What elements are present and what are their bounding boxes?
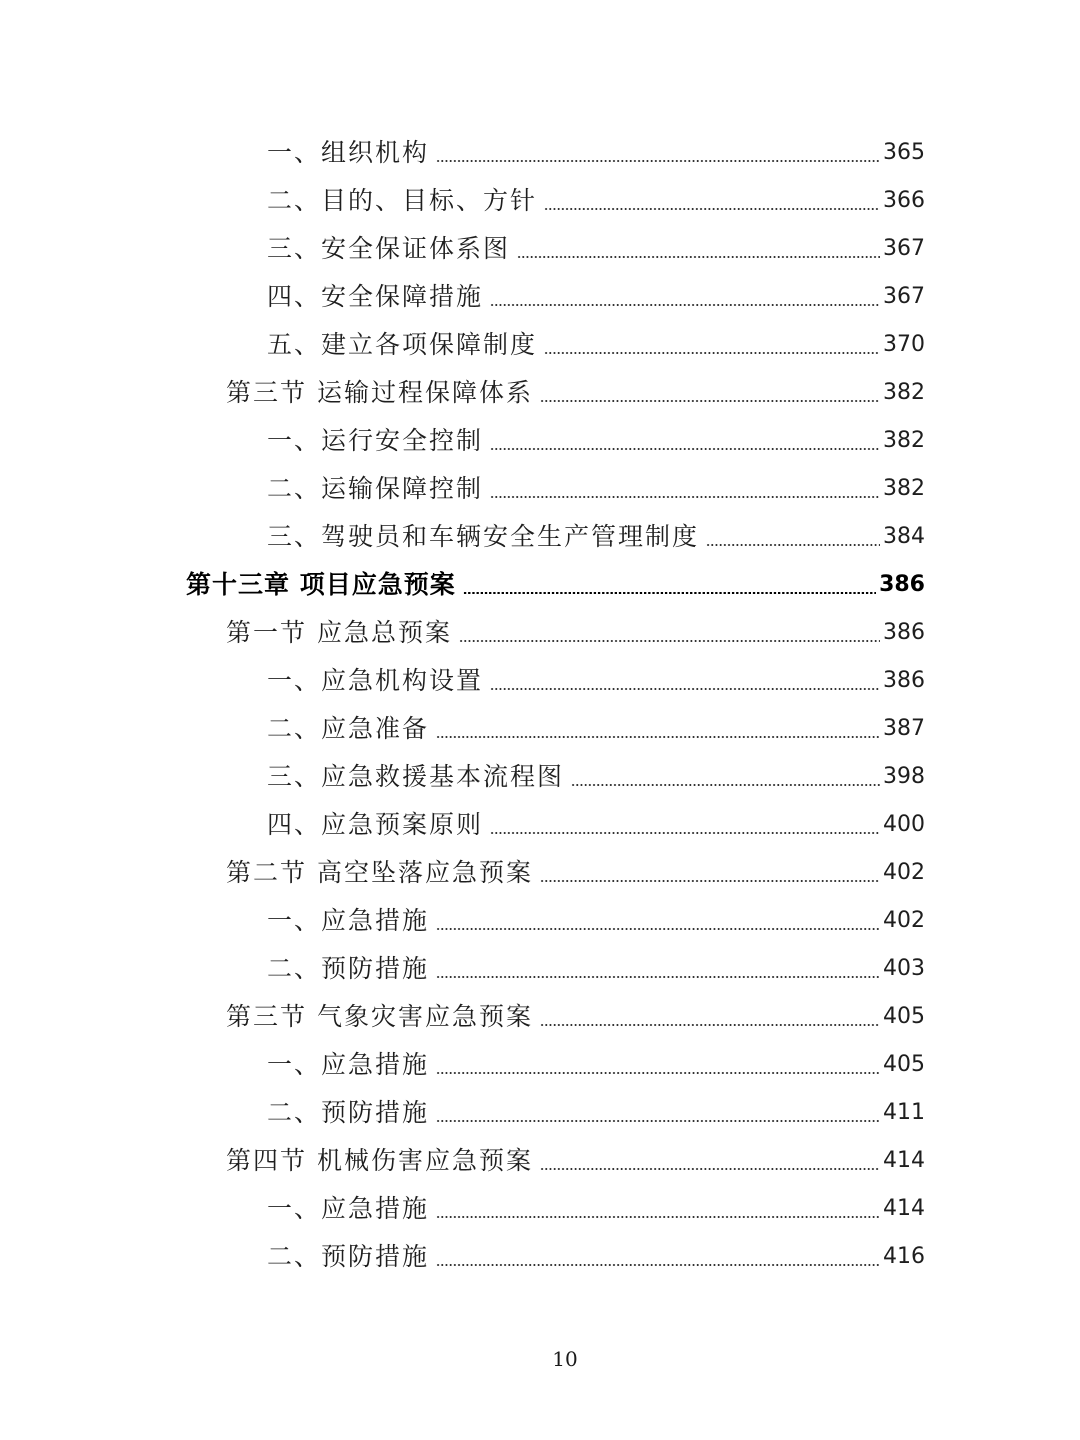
toc-entry-item xyxy=(0,1041,1080,1089)
toc-entry-title: 五、建立各项保障制度 xyxy=(267,330,538,359)
toc-entry-title: 三、驾驶员和车辆安全生产管理制度 xyxy=(267,522,700,551)
toc-entry-title: 一、组织机构 xyxy=(267,138,430,167)
toc-entry-page-number: 414 xyxy=(883,1148,925,1173)
toc-entry-item xyxy=(0,657,1080,705)
toc-entry-page-number: 386 xyxy=(879,572,925,597)
toc-entry-title: 第三节 气象灾害应急预案 xyxy=(226,1002,533,1031)
dot-leader xyxy=(517,256,880,258)
toc-entry-title: 第二节 高空坠落应急预案 xyxy=(226,858,533,887)
toc-entry-page-number: 398 xyxy=(883,764,925,789)
toc-entry-page-number: 403 xyxy=(883,956,925,981)
toc-entry-page-number: 382 xyxy=(883,476,925,501)
toc-entry-page-number: 414 xyxy=(883,1196,925,1221)
toc-entry-section xyxy=(0,993,1080,1041)
toc-entry-title: 四、安全保障措施 xyxy=(267,282,484,311)
dot-leader xyxy=(540,1168,880,1170)
toc-entry-title: 二、目的、目标、方针 xyxy=(267,186,538,215)
dot-leader xyxy=(436,1216,880,1218)
toc-entry-item xyxy=(0,1233,1080,1281)
toc-entry-section xyxy=(0,1137,1080,1185)
toc-entry-item xyxy=(0,465,1080,513)
dot-leader xyxy=(436,1072,880,1074)
toc-entry-title: 一、应急措施 xyxy=(267,906,430,935)
dot-leader xyxy=(436,928,880,930)
dot-leader xyxy=(490,832,880,834)
toc-entry-title: 二、运输保障控制 xyxy=(267,474,484,503)
page-number: 10 xyxy=(552,1347,578,1371)
toc-entry-title: 一、运行安全控制 xyxy=(267,426,484,455)
toc-entry-item xyxy=(0,801,1080,849)
toc-entry-item xyxy=(0,177,1080,225)
dot-leader xyxy=(544,208,880,210)
toc-entry-title: 二、预防措施 xyxy=(267,1098,430,1127)
dot-leader xyxy=(436,976,880,978)
dot-leader xyxy=(490,304,880,306)
toc-entry-page-number: 405 xyxy=(883,1052,925,1077)
dot-leader xyxy=(436,1120,880,1122)
toc-entry-page-number: 400 xyxy=(883,812,925,837)
dot-leader xyxy=(436,1264,880,1266)
dot-leader xyxy=(706,544,880,546)
toc-entry-title: 一、应急机构设置 xyxy=(267,666,484,695)
dot-leader xyxy=(436,160,880,162)
toc-entry-item xyxy=(0,1089,1080,1137)
toc-entry-section xyxy=(0,849,1080,897)
dot-leader xyxy=(490,688,880,690)
dot-leader xyxy=(571,784,880,786)
toc-entry-page-number: 370 xyxy=(883,332,925,357)
toc-entry-title: 第三节 运输过程保障体系 xyxy=(226,378,533,407)
toc-entry-title: 二、预防措施 xyxy=(267,954,430,983)
toc-entry-item xyxy=(0,129,1080,177)
toc-entry-title: 一、应急措施 xyxy=(267,1050,430,1079)
dot-leader xyxy=(540,1024,880,1026)
toc-entry-title: 一、应急措施 xyxy=(267,1194,430,1223)
toc-entry-section xyxy=(0,609,1080,657)
dot-leader xyxy=(490,496,880,498)
toc-entry-item xyxy=(0,225,1080,273)
dot-leader xyxy=(459,640,880,642)
toc-entry-item xyxy=(0,705,1080,753)
toc-entry-page-number: 382 xyxy=(883,428,925,453)
toc-entry-title: 四、应急预案原则 xyxy=(267,810,484,839)
toc-entry-item xyxy=(0,417,1080,465)
dot-leader xyxy=(436,736,880,738)
toc-entry-item xyxy=(0,753,1080,801)
toc-entry-page-number: 382 xyxy=(883,380,925,405)
toc-entry-item xyxy=(0,273,1080,321)
toc-entry-page-number: 367 xyxy=(883,284,925,309)
toc-entry-item xyxy=(0,1185,1080,1233)
toc-entry-page-number: 416 xyxy=(883,1244,925,1269)
toc-entry-page-number: 387 xyxy=(883,716,925,741)
toc-entry-section xyxy=(0,369,1080,417)
toc-entry-title: 第一节 应急总预案 xyxy=(226,618,452,647)
dot-leader xyxy=(490,448,880,450)
toc-entry-page-number: 366 xyxy=(883,188,925,213)
toc-entry-title: 二、应急准备 xyxy=(267,714,430,743)
toc-entry-chapter xyxy=(0,561,1080,609)
toc-entry-item xyxy=(0,945,1080,993)
toc-entry-title: 三、应急救援基本流程图 xyxy=(267,762,565,791)
toc-entry-item xyxy=(0,321,1080,369)
toc-entry-page-number: 402 xyxy=(883,860,925,885)
toc-entry-title: 第十三章 项目应急预案 xyxy=(186,570,456,599)
toc-entry-item xyxy=(0,513,1080,561)
toc-entry-page-number: 384 xyxy=(883,524,925,549)
toc-entry-page-number: 386 xyxy=(883,668,925,693)
toc-entry-page-number: 386 xyxy=(883,620,925,645)
toc-entry-page-number: 367 xyxy=(883,236,925,261)
toc-entry-page-number: 411 xyxy=(883,1100,925,1125)
toc-entry-title: 二、预防措施 xyxy=(267,1242,430,1271)
toc-entry-item xyxy=(0,897,1080,945)
toc-entry-page-number: 405 xyxy=(883,1004,925,1029)
dot-leader xyxy=(463,592,876,594)
toc-entry-title: 第四节 机械伤害应急预案 xyxy=(226,1146,533,1175)
toc-entry-page-number: 365 xyxy=(883,140,925,165)
toc-entry-page-number: 402 xyxy=(883,908,925,933)
dot-leader xyxy=(540,880,880,882)
dot-leader xyxy=(544,352,880,354)
dot-leader xyxy=(540,400,880,402)
toc-entry-title: 三、安全保证体系图 xyxy=(267,234,511,263)
table-of-contents xyxy=(0,129,1080,1281)
